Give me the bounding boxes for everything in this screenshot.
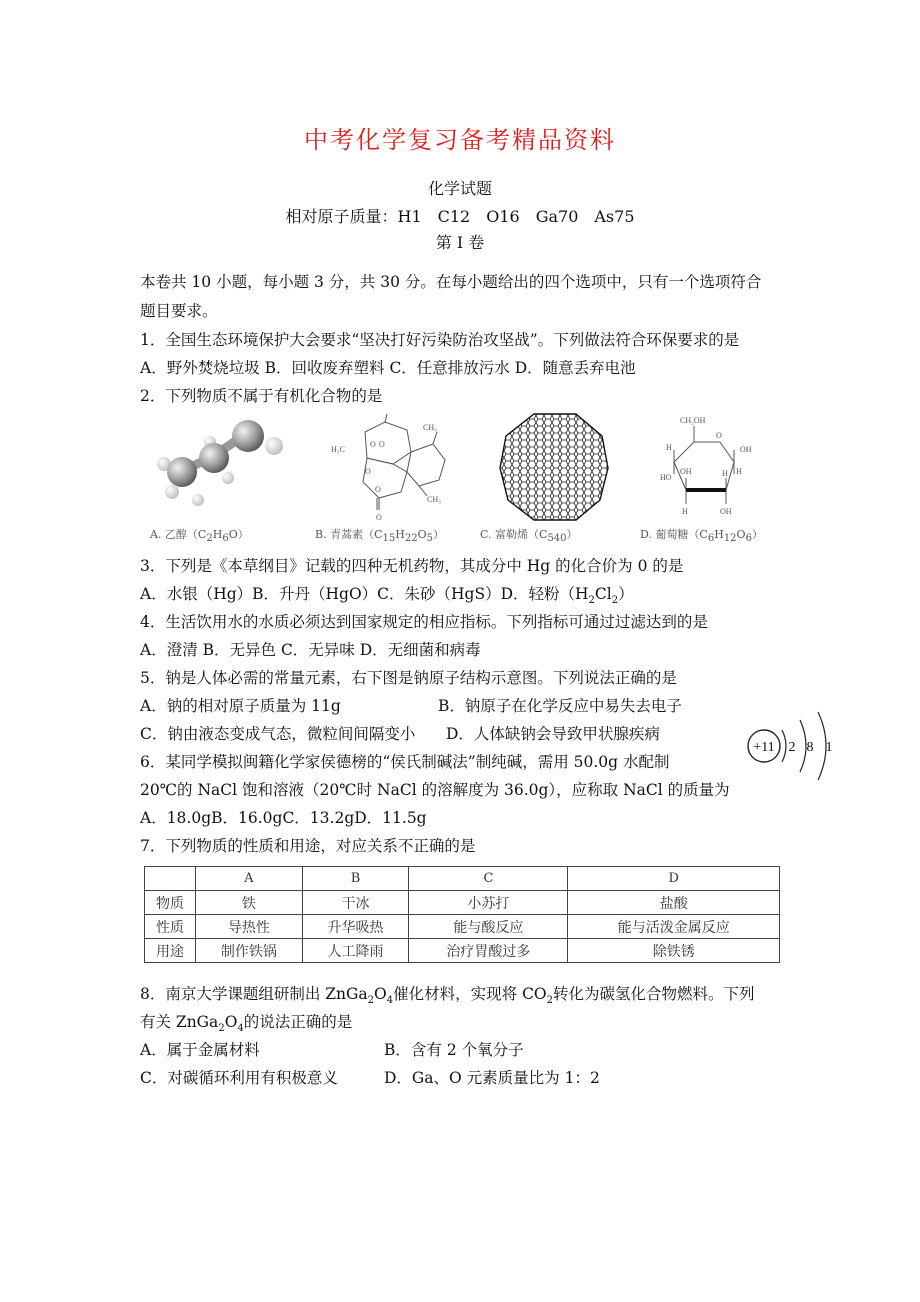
svg-text:O: O [376, 513, 382, 522]
table-row [145, 939, 780, 963]
q5-stem: 5．钠是人体必需的常量元素，右下图是钠原子结构示意图。下列说法正确的是 [140, 669, 677, 687]
ethanol-caption: A. 乙醇$(C_2H_6O)$ [150, 528, 249, 545]
svg-text:O: O [716, 431, 722, 440]
q5-option-a: A．钠的相对原子质量为 11g [140, 697, 341, 715]
q3-options: A．水银（Hg）B．升丹（HgO）C．朱砂（HgS）D．轻粉$(H_2Cl_2)$ [140, 585, 634, 607]
svg-text:O: O [365, 467, 371, 476]
table-cell [145, 867, 196, 891]
svg-text:HO: HO [660, 473, 672, 482]
q2-figures [140, 412, 780, 548]
svg-text:OH: OH [740, 445, 752, 454]
table-cell: 物质 [145, 891, 196, 915]
q4-stem: 4．生活饮用水的水质必须达到国家规定的相应指标。下列指标可通过过滤达到的是 [140, 613, 708, 631]
q8-option-a: A．属于金属材料 [140, 1041, 260, 1059]
q6-line-1: 6．某同学模拟闽籍化学家侯德榜的“侯氏制碱法”制纯碱，需用 50.0g 水配制 [140, 753, 670, 771]
q6-line-2: 20℃的 NaCl 饱和溶液（20℃时 NaCl 的溶解度为 36.0g），应称取 NaCl 的质量为 [140, 781, 730, 799]
q7-table [144, 866, 780, 963]
fullerene-cage-icon [480, 412, 630, 524]
glucose-caption: D. 葡萄糖$(C_6H_{12}O_6)$ [640, 528, 763, 545]
q8-option-d: D．Ga、O 元素质量比为 1：2 [384, 1069, 600, 1087]
table-row [145, 867, 780, 891]
q8-line-2: 有关 $ZnGa_2O_4$的说法正确的是 [140, 1013, 353, 1035]
fullerene-figure [480, 412, 630, 548]
svg-text:CH₃: CH₃ [423, 423, 437, 432]
exam-subject: 化学试题 [427, 179, 492, 198]
artemisinin-figure [315, 412, 465, 548]
intro-line-1: 本卷共 10 小题，每小题 3 分，共 30 分。在每小题给出的四个选项中，只有一个选项符合 [140, 273, 762, 291]
table-cell: 小苏打 [409, 891, 568, 915]
atom-shell-1: 2 [788, 740, 796, 755]
svg-text:H: H [666, 443, 672, 452]
q1-options: A．野外焚烧垃圾 B．回收废弃塑料 C．任意排放污水 D．随意丢弃电池 [140, 359, 636, 377]
q3-stem: 3．下列是《本草纲目》记载的四种无机药物，其成分中 Hg 的化合价为 0 的是 [140, 557, 684, 575]
svg-text:H: H [722, 469, 728, 478]
q2-stem: 2．下列物质不属于有机化合物的是 [140, 387, 383, 405]
table-cell: 导热性 [196, 915, 303, 939]
volume-label: 第 I 卷 [435, 233, 485, 252]
svg-text:H: H [736, 467, 742, 476]
svg-text:OH: OH [680, 467, 692, 476]
page-title: 中考化学复习备考精品资料 [304, 126, 616, 154]
artemisinin-caption: B. 青蒿素$(C_{15}H_{22}O_5)$ [315, 528, 444, 545]
q5-option-d: D．人体缺钠会导致甲状腺疾病 [446, 725, 660, 743]
svg-text:CH₂OH: CH₂OH [680, 416, 706, 425]
q5-option-b: B．钠原子在化学反应中易失去电子 [438, 697, 682, 715]
intro-line-2: 题目要求。 [140, 302, 218, 320]
svg-text:O: O [370, 440, 376, 449]
sodium-atom-diagram [742, 708, 848, 788]
ethanol-ball-model-icon [150, 412, 300, 522]
table-cell: B [302, 867, 409, 891]
glucose-figure [640, 412, 790, 548]
q7-stem: 7．下列物质的性质和用途，对应关系不正确的是 [140, 837, 476, 855]
fullerene-caption: C. 富勒烯$(C_{540})$ [480, 528, 578, 545]
svg-text:H₃C: H₃C [331, 445, 345, 454]
artemisinin-structure-icon [315, 412, 465, 522]
table-cell: 能与酸反应 [409, 915, 568, 939]
table-cell: 铁 [196, 891, 303, 915]
q4-options: A．澄清 B．无异色 C．无异味 D．无细菌和病毒 [140, 641, 481, 659]
table-cell: D [568, 867, 780, 891]
table-cell: 治疗胃酸过多 [409, 939, 568, 963]
q5-option-c: C．钠由液态变成气态，微粒间间隔变小 [140, 725, 416, 743]
q8-line-1: 8．南京大学课题组研制出 $ZnGa_2O_4$催化材料，实现将 $CO_2$转化为碳氢化合物燃料。下列 [140, 985, 755, 1007]
table-cell: A [196, 867, 303, 891]
svg-text:OH: OH [720, 507, 732, 516]
table-cell: 用途 [145, 939, 196, 963]
svg-text:CH₃: CH₃ [427, 495, 441, 504]
ethanol-figure [150, 412, 300, 548]
table-cell: 升华吸热 [302, 915, 409, 939]
table-cell: 制作铁锅 [196, 939, 303, 963]
q8-option-b: B．含有 2 个氧分子 [384, 1041, 524, 1059]
atom-nucleus-label: +11 [753, 740, 775, 755]
table-cell: C [409, 867, 568, 891]
glucose-haworth-icon [640, 412, 790, 522]
table-row [145, 891, 780, 915]
atom-shell-3: 1 [825, 740, 833, 755]
table-cell: 人工降雨 [302, 939, 409, 963]
table-cell: 干冰 [302, 891, 409, 915]
q8-option-c: C．对碳循环利用有积极意义 [140, 1069, 338, 1087]
svg-text:O: O [375, 485, 381, 494]
atom-shell-2: 8 [806, 740, 814, 755]
atomic-masses: 相对原子质量：H1 C12 O16 Ga70 As75 [285, 207, 635, 226]
table-row [145, 915, 780, 939]
table-cell: 能与活泼金属反应 [568, 915, 780, 939]
q1-stem: 1．全国生态环境保护大会要求“坚决打好污染防治攻坚战”。下列做法符合环保要求的是 [140, 331, 740, 349]
svg-text:H: H [682, 507, 688, 516]
q6-options: A．18.0gB．16.0gC．13.2gD．11.5g [140, 809, 427, 827]
table-cell: 性质 [145, 915, 196, 939]
table-cell: 盐酸 [568, 891, 780, 915]
atom-shells-icon [742, 708, 848, 788]
table-cell: 除铁锈 [568, 939, 780, 963]
svg-text:O: O [379, 440, 385, 449]
